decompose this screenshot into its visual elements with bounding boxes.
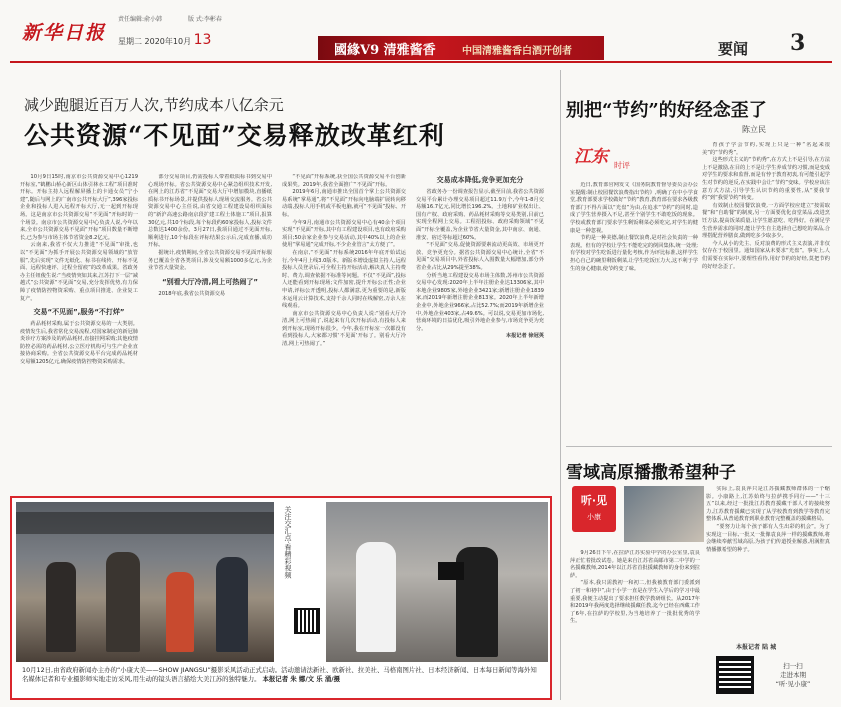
banner-ad	[318, 36, 604, 60]
qr-code-icon[interactable]	[294, 608, 320, 634]
commentary	[566, 70, 832, 440]
vertical-label: 关注交汇点·看精彩视频	[284, 506, 292, 579]
newspaper-logo: 新华日报	[22, 22, 107, 44]
paragraph: “不见面”开标系统,获全国公共资源交易平台创新成果奖。2019年,我省全面推广“不见面”开标。	[282, 174, 406, 188]
paragraph: 节约是一种美德,制止餐饮浪费,是对社会负责的一种表现。但有的学校让学生不能吃完的倒回集体,统一处理;有学校对学生吃饭进行量化考核,作为评比标准,这样学生担心自己的碗里剩饭剩菜,让学生吃饭压力大,这不利于学生的身心健康,使节约变了味。	[570, 235, 698, 272]
page-number: 3	[790, 30, 806, 56]
date-day: 13	[193, 32, 212, 48]
photo-label-strip	[278, 502, 322, 662]
commentary-author: 陈立民	[742, 125, 766, 134]
feature-col-2	[706, 486, 830, 642]
photo-machinery	[16, 512, 274, 534]
badge-main: 听·见	[580, 494, 608, 507]
paragraph: 2018年底,我省公共资源交易	[158, 290, 226, 297]
badge-sub: 小康	[587, 513, 601, 521]
article-kicker: 减少跑腿近百万人次,节约成本八亿余元	[24, 96, 284, 114]
designer-credit: 版 式:李彬春	[188, 16, 222, 23]
editor-credit: 责任编辑:俞小韩	[118, 16, 163, 23]
paragraph: 据统计,疫情期间,全省公共资源交易不见面开标服务已覆盖全省各类项目,涉及交易额1000多亿元,为企业节省大量资金。	[148, 249, 272, 272]
feature-headline: 雪域高原播撒希望种子	[566, 463, 736, 483]
commentary-badge	[574, 142, 644, 176]
commentary-headline: 别把“节约”的好经念歪了	[566, 100, 767, 121]
feature-col-1	[570, 550, 700, 700]
badge-main: 江东	[574, 147, 608, 167]
photo-caption	[22, 666, 542, 698]
feature-reporter: 本报记者 陆 城	[736, 644, 777, 651]
reporter-byline: 本报记者 徐冠英	[505, 333, 544, 340]
paragraph: 分析当地工程建设交易市场主体数,苏州市公共资源交易中心发现:2020年上半年注册企业达13306家,其中本地企业9805家,外地企业3421家;新增注册企业1839家,而2019年新增注册企业813家。2020年上半年新增企业中,外地企业966家,占比52.7%;而2019年新增企业中,外地企业403家,占49.6%。可以说,交易更加市场化,营商环境的日益优化,吸引外地企业参与,市场竞争更为充分。	[416, 272, 544, 332]
article-col-2	[148, 174, 272, 486]
subheading: 交易“不见面”,服务“不打烊”	[33, 308, 125, 317]
section-name: 要闻	[718, 40, 749, 58]
paragraph: 药品耗材采购,属于公共资源交易的一大类别。疫情发生后,我省常化交易流程,对国家制定的新冠肺炎诊疗方案涉及的药品耗材,直接挂网采购;其他疫情防控必需的药品耗材,公立医疗机构可与生产企业直接协商采购。全省公共资源交易平台完成药品耗材交易额1205亿元,确保疫情防控物资采购需求。	[20, 321, 138, 366]
ad-brand: 國緣V9 清雅酱香	[334, 43, 436, 58]
photo-left	[16, 502, 274, 662]
feature-photo	[624, 486, 704, 542]
paragraph: 这些形式主义的“节约秀”,在方式上不是引导,在方法上不是激励,在目的上不是让学生养成节约习惯,而是变成对学生的要求和监督,而是有悖于教育初衷,有可能引起学生对节约的逆反,在实践中会让“节约”变味。学校应该注意方式方法,引导学生认识节约的重要性,从“要我节约”到“我要节约”转变。	[702, 157, 830, 202]
paragraph: 育孩子学会节约,实现上只是一种“名起来很美”的“节约秀”。	[702, 142, 830, 156]
photo-block	[10, 496, 552, 700]
date-prefix: 星期二 2020年10月	[118, 37, 192, 46]
photo-right	[326, 502, 548, 662]
paragraph: 实际上,袁良萍只是江苏援藏教师群体的一个缩影。小康路上,江苏始终与拉萨携手同行——“十三五”以来,经过一批批江苏教育援藏干部人才的接续努力,江苏教育援藏已实现了从学校教育到教学等教育完整体系,从普通教育到职业教育完整覆盖的援藏格局。	[706, 486, 830, 523]
paragraph: “原本,我只需教初一和初二,但我被教育部门委派到了初一和初中”,由于小学一直是在学生入学后的学习中最重要,我便主动提出了要求担任数学教研组长。从2017年和2019年我两度选择继续援藏任教,迄今已经在西藏工作了6年,在拉萨的学校里,为当地培养了一批批优秀的学生。	[570, 580, 700, 625]
commentary-col-2	[702, 142, 830, 437]
section-divider	[566, 446, 832, 447]
paragraph: 今人从小的先主、反对浪费的形式主义表演,并非仅仅存在于校园里。通知国家从未要求“光盘”。事实上,人们需要在实际中,要理性看待,用好节约的好经,莫把节约的好经念歪了。	[702, 240, 830, 270]
badge-sub: 时评	[614, 161, 630, 170]
paragraph: “不见面”交易,促使资源要素流动更高效、市场更开放、竞争更充分。据省公共资源交易中心统计,全省“不见面”交易项目中,外省投标人入围数量大幅增加,部分外省企业占比从29%提至38%。	[416, 242, 544, 271]
column-divider	[560, 70, 561, 700]
commentary-col-1	[570, 182, 698, 437]
paragraph: 南京市公共资源交易中心负责人说:“别看大厅冷清,网上可热闹了,说起来有几次开标活动,有投标人来到开标室,现场开标很少。今年,我在开标室一次都没有看到投标人,大家都习惯‘不见面’开标了。别看大厅冷清,网上可热闹了。”	[282, 310, 406, 348]
photo-figure	[46, 562, 76, 652]
paragraph: 今年9月,南通市公共资源交易中心有40余个项目实现“不见面”开标,其中有工程建设项目,也有政府采购项目;50余家企业参与交易活动,其中40%以上的企业使用“掌易通”完成开标,不少企业管言“太方便了”。	[282, 219, 406, 249]
paragraph: 有效制止校园餐饮浪费,一方面学校应建立“按需取餐”和“自助餐”的制度,另一方面要优化食堂菜品,改进烹饪方法,提高饭菜质量,让学生愿意吃、吃得好。在满足学生营养需求的同时,能让学生自主选择自己想吃的菜品,合理搭配营养膳食,做到吃多少取多少。	[702, 202, 830, 240]
paragraph: 近日,教育部官网发文《国务院教育督导委员会办公室提醒:制止校园餐饮浪费指出节约》,明确了在中小学食堂,教育部要求学校做好“节约”教育,教育部在要求各级教育部门不得片面以“光盘”为由,在追求“节约”的同时,造成了学生营养摄入不足,甚至个别学生不敢吃饭的现象。学校或教育部门要求学生剩饭剩菜必须吃完,对学生的健康是一种忽视。	[570, 182, 698, 234]
paragraph: 部分交易项目,仍需投标人带着纸质标书到交易中心现场开标。省公共资源交易中心紧急组织技术开发,在网上的江苏省“不见面”交易大厅中增加模块,直播纸质标书开标场景,并提供投标人现场交流服务。省公共资源交易中心主任说,由省交通工程建设局组织面标的“新沪高速公路南京段扩建工程土体施工”项目,报算30亿元,共10个标段,每个标段约60家投标人,投标文件总数达1400余份。3月27日,我项目通过不见面开标,顺利进行,10个标段在评标结果公示后,完成直播,成功开标。	[148, 174, 272, 249]
paragraph: 9月26日下午,在拉萨江苏实验中学的办公室里,袁良萍正忙着批改试卷。她是来自江苏省高邮市第二中学的一名援藏教师,2014年以江苏省首批援藏教师的身份来到拉萨。	[570, 550, 700, 579]
photo-figure	[356, 542, 396, 652]
paragraph: 云南来,我省不仅大力推进“不见面”审批,也以“不见面”为抓手开展公共资源交易领域的“放管服”,先后实现“文件无纸化、标书在线传、开标不见面、远程快速评、过程全留痕”的改革成果。省政务办主任钮俊生说:“当疫情突如其来,江苏打下一层“减越式”公共资源“不见面”交易,充分发挥优势,有力保障了疫情防控物资采购、重点项目推进、企业复工复产。	[20, 242, 138, 302]
masthead-rule	[10, 61, 832, 63]
paragraph: 2019年6月,南通市推出全国首个掌上公共资源交易系统“掌易通”,将“不见面”开标向电脑端扩展转向移动端,投标人用手机或平板电脑,就可“不见面”投标、开标。	[282, 189, 406, 218]
caption-text: 10月12日,由省政府新闻办主办的“小康大美——SHOW JIANGSU”摄影采风活动正式启动。活动邀请法新社、欧新社、拉美社、马格南图片社、日本经济新闻、日本每日新闻等海外知名媒体记者和专业摄影师实地走访采风,用生动的镜头语言描绘大美江苏的独特魅力。	[22, 666, 537, 683]
qr-label: 扫一扫 走进本期 “听·见小康”	[775, 662, 811, 688]
photo-figure	[166, 572, 194, 652]
photo-figure	[216, 557, 248, 652]
photo-camera	[438, 562, 464, 580]
photo-figure	[106, 552, 140, 652]
feature	[566, 450, 832, 702]
paragraph: 10月9日15时,南京市公共资源交易中心1219开标室,“鹤鹏山桥心新区山体引林水工程”项目准时开标。开标主持人远程解屏播上的卡通女员“宁小建”,随后与网上的广南市公共开标大厅”,396家投标企业和投标人进入远程开标大厅,无一起到开标现场。这是南京市公共资源交易“不见面”开标时的一个场景。南京市公共资源交易中心负责人说,今年以来,全市公共资源交易不见面“开标”项目数量不断增长,已为参与市场主体节省资金8.2亿元。	[20, 174, 138, 241]
ad-slogan: 中国清雅酱香白酒开创者	[462, 46, 572, 57]
paragraph: 省政务办一份调查报告显示,截至目前,我省公共资源交易平台累计办理交易项目超过11.9万个,今年1-8月交易额16.7亿元,同比增长196.2%。土地和矿业权出让、国有产权、政府采购、药品耗材采购等交易类别,目前已实现全程网上交易。工程招投标、政府采购领域“不见面”开标全覆盖,为企业节省大量资金,其中南京、南通、淮安、宿迁等标超过60%。	[416, 189, 544, 241]
masthead	[0, 0, 841, 62]
subheading: 交易成本降低,竞争更加充分	[436, 176, 524, 184]
article-col-4	[416, 174, 544, 486]
paragraph: 在南京,“不见面”开标系统2016年年底开始试运行,今年4月上线3.0版本。新版本增设虚拟主持人,远程投标人员登录后,可全程主持开标活动,解决真人主持费时、费力,调查依据不标准等问题。不仅“不见面”,投标人还能看到开标现场;文件加密,提升开标公正性;企业申请,评标公开透明,投标人都满意,更为重要的是,新版本运用云计算技术,支持千余人同时在线解密,万余人在线观看。	[282, 249, 406, 310]
article-col-1	[20, 174, 138, 486]
feature-badge	[572, 486, 616, 532]
article-col-3	[282, 174, 406, 486]
issue-date	[118, 32, 211, 48]
article-headline: 公共资源“不见面”交易释放改革红利	[24, 121, 445, 150]
subheading: “别看大厅冷清,网上可热闹了”	[162, 277, 258, 286]
caption-credit: 本报记者 朱 娜/文 乐 涌/摄	[262, 675, 341, 683]
paragraph: “要努力让每个孩子都有人生出彩的机会”。为了实现这一目标,一批又一批像袁良萍一样的援藏教师,将会继续奉献雪域高原,为孩子们传道授业解惑,用满腔真情播撒希望的种子。	[706, 523, 830, 553]
main-article	[20, 70, 550, 490]
qr-code-icon[interactable]	[716, 656, 754, 694]
